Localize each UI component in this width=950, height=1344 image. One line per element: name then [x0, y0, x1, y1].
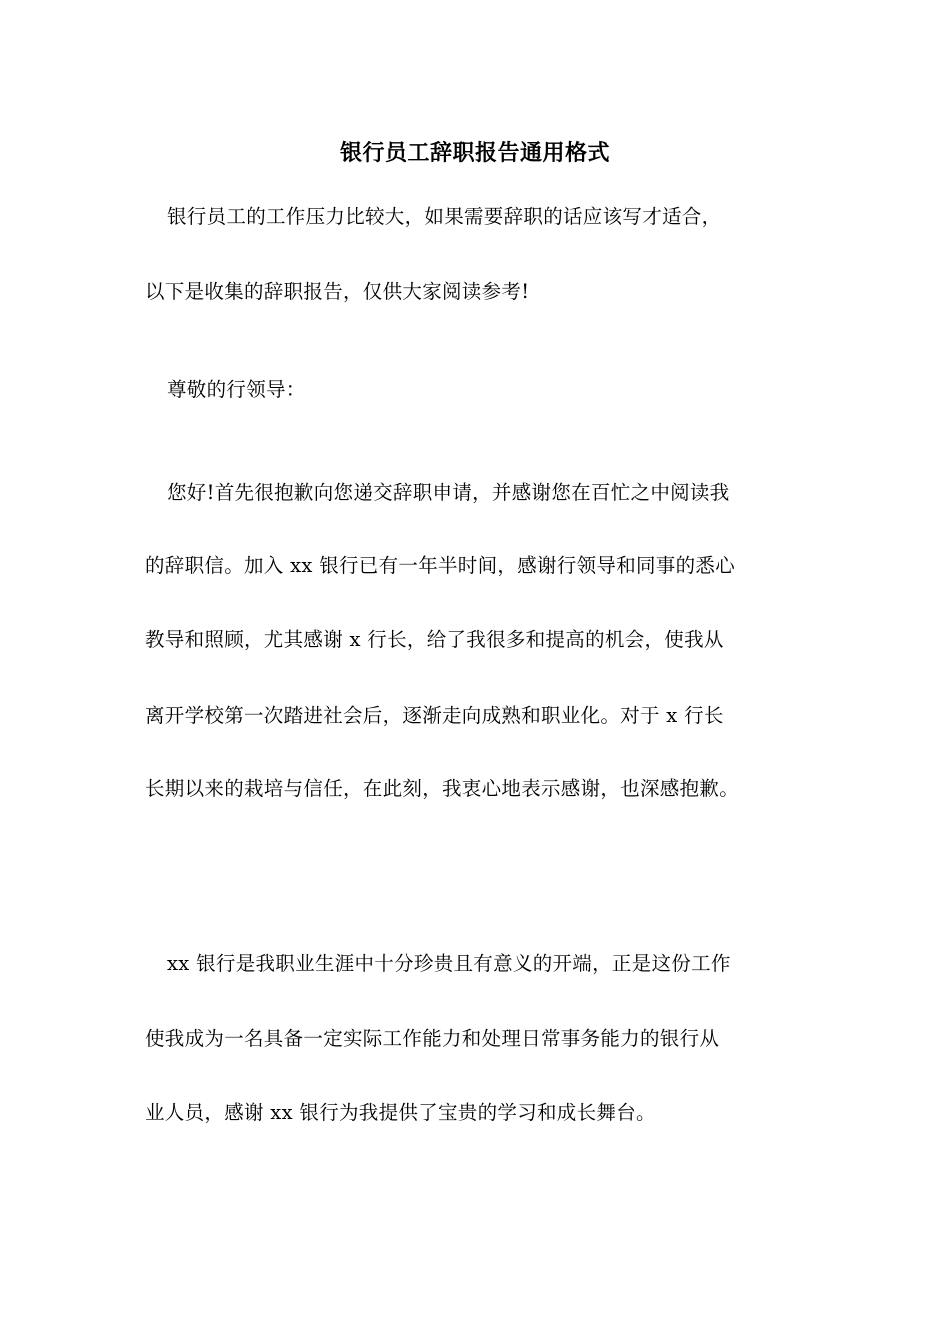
paragraph1-line-2: 的辞职信。加入 xx 银行已有一年半时间，感谢行领导和同事的悉心 — [145, 554, 735, 577]
intro-line-2: 以下是收集的辞职报告，仅供大家阅读参考! — [145, 280, 530, 303]
paragraph2-line-2: 使我成为一名具备一定实际工作能力和处理日常事务能力的银行从 — [145, 1027, 720, 1050]
paragraph2-line-3: 业人员，感谢 xx 银行为我提供了宝贵的学习和成长舞台。 — [145, 1101, 656, 1124]
document-title: 银行员工辞职报告通用格式 — [339, 140, 610, 166]
paragraph1-line-1: 您好!首先很抱歉向您递交辞职申请，并感谢您在百忙之中阅读我 — [167, 481, 730, 504]
paragraph1-line-4: 离开学校第一次踏进社会后，逐渐走向成熟和职业化。对于 x 行长 — [145, 704, 724, 727]
salutation: 尊敬的行领导： — [167, 378, 306, 401]
intro-line-1: 银行员工的工作压力比较大，如果需要辞职的话应该写才适合， — [167, 205, 722, 228]
paragraph1-line-3: 教导和照顾，尤其感谢 x 行长，给了我很多和提高的机会，使我从 — [145, 628, 724, 651]
paragraph2-line-1: xx 银行是我职业生涯中十分珍贵且有意义的开端，正是这份工作 — [167, 952, 731, 975]
paragraph1-line-5: 长期以来的栽培与信任，在此刻，我衷心地表示感谢，也深感抱歉。 — [145, 777, 740, 800]
